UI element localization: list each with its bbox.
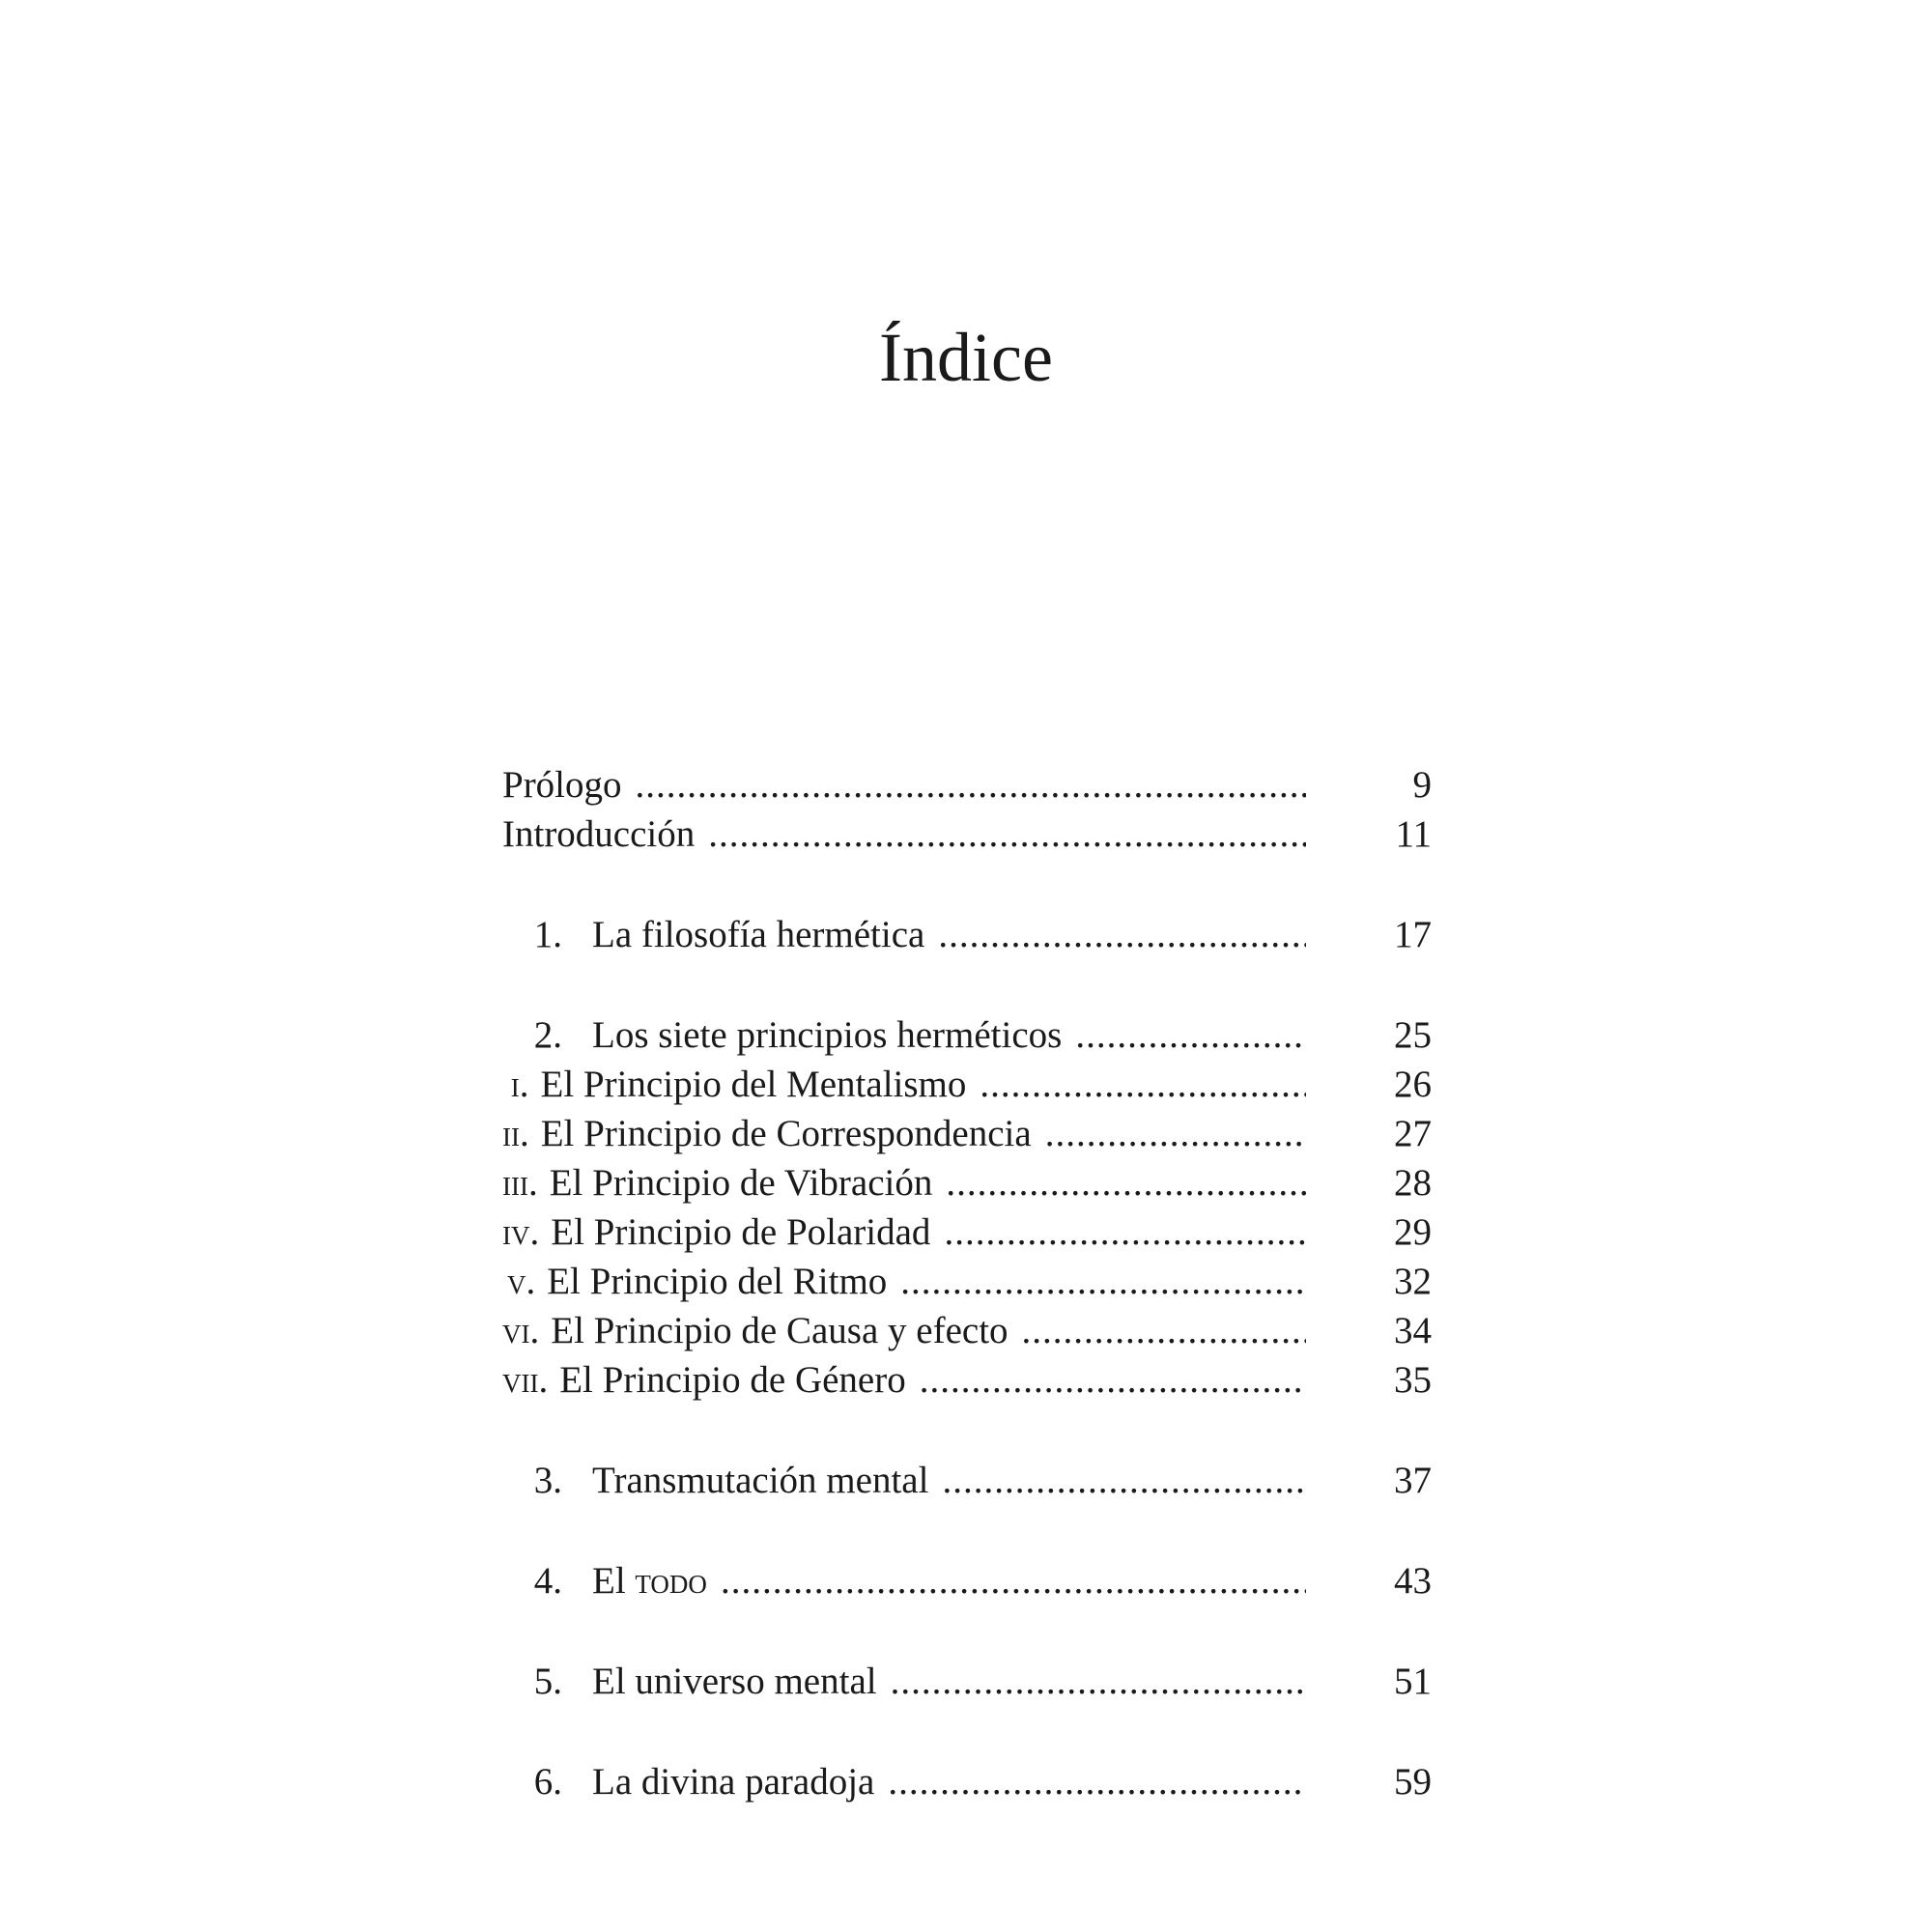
toc-leader-dots [1075, 1010, 1306, 1060]
toc-leader-dots [888, 1757, 1306, 1806]
toc-leader-dots [900, 1257, 1306, 1306]
toc-subentry-vibracion[interactable] [502, 1158, 1432, 1208]
toc-entry-label: Prólogo [502, 760, 636, 810]
toc-leader-dots [636, 760, 1306, 810]
toc-subentry-mentalismo[interactable] [502, 1060, 1432, 1109]
toc-chapter-number: 4. [533, 1560, 562, 1602]
toc-roman-numeral: vi. [502, 1310, 540, 1351]
toc-entry-label: Introducción [502, 810, 708, 859]
toc-roman-numeral: iii. [502, 1162, 538, 1204]
toc-page-number: 25 [1394, 1014, 1432, 1056]
toc-entry-label: El Principio del Ritmo [547, 1257, 900, 1306]
toc-subentry-correspondencia[interactable] [502, 1109, 1432, 1158]
toc-leader-dots [980, 1060, 1306, 1109]
toc-entry-chapter-6[interactable] [502, 1757, 1432, 1806]
toc-entry-chapter-1[interactable] [502, 910, 1432, 959]
toc-entry-label: El Principio de Vibración [550, 1158, 947, 1208]
toc-chapter-number: 2. [533, 1014, 562, 1056]
toc-entry-label: El Principio de Polaridad [551, 1208, 944, 1257]
toc-page-number: 28 [1394, 1162, 1432, 1204]
toc-page-number: 9 [1412, 764, 1432, 806]
toc-chapter-number: 3. [533, 1460, 562, 1501]
page-title: Índice [879, 319, 1053, 396]
toc-page-number: 32 [1394, 1261, 1432, 1302]
toc-page-number: 17 [1394, 914, 1432, 955]
toc-entry-label: Transmutación mental [592, 1456, 942, 1505]
toc-entry-introduccion[interactable] [502, 810, 1432, 859]
toc-page-number: 43 [1394, 1560, 1432, 1602]
toc-page-number: 26 [1394, 1064, 1432, 1105]
table-of-contents [502, 760, 1432, 1806]
toc-page-number: 11 [1395, 813, 1432, 855]
toc-leader-dots [946, 1158, 1306, 1208]
toc-subentry-polaridad[interactable] [502, 1208, 1432, 1257]
toc-chapter-number: 1. [533, 914, 562, 955]
toc-chapter-number: 6. [533, 1761, 562, 1803]
toc-entry-chapter-2[interactable] [502, 1010, 1432, 1060]
toc-leader-dots [920, 1355, 1306, 1405]
toc-leader-dots [942, 1456, 1306, 1505]
toc-entry-label: El universo mental [592, 1657, 891, 1706]
toc-roman-numeral: vii. [502, 1359, 549, 1401]
toc-subentry-causa-efecto[interactable] [502, 1306, 1432, 1355]
toc-entry-label: La filosofía hermética [592, 910, 938, 959]
toc-chapter-number: 5. [533, 1661, 562, 1702]
toc-page-number: 27 [1394, 1113, 1432, 1154]
toc-entry-chapter-5[interactable] [502, 1657, 1432, 1706]
toc-entry-label: El Principio de Correspondencia [541, 1109, 1045, 1158]
toc-leader-dots [944, 1208, 1306, 1257]
toc-roman-numeral: i. [510, 1064, 529, 1105]
toc-entry-label [592, 1556, 721, 1605]
toc-page-number: 34 [1394, 1310, 1432, 1351]
toc-entry-label: El Principio de Género [559, 1355, 919, 1405]
toc-entry-chapter-4[interactable] [502, 1556, 1432, 1605]
toc-entry-label: El Principio de Causa y efecto [551, 1306, 1021, 1355]
toc-leader-dots [1022, 1306, 1306, 1355]
toc-leader-dots [721, 1556, 1306, 1605]
toc-page-number: 59 [1394, 1761, 1432, 1803]
toc-page-number: 37 [1394, 1460, 1432, 1501]
toc-entry-label-smallcaps: todo [635, 1560, 707, 1602]
toc-roman-numeral: v. [506, 1261, 536, 1302]
toc-entry-label-prefix: El [592, 1560, 626, 1602]
toc-entry-chapter-3[interactable] [502, 1456, 1432, 1505]
toc-page-number: 35 [1394, 1359, 1432, 1401]
toc-leader-dots [1045, 1109, 1306, 1158]
toc-roman-numeral: ii. [502, 1113, 529, 1154]
toc-leader-dots [891, 1657, 1306, 1706]
toc-entry-label: El Principio del Mentalismo [541, 1060, 980, 1109]
toc-entry-prologo[interactable] [502, 760, 1432, 810]
toc-roman-numeral: iv. [502, 1211, 540, 1253]
toc-leader-dots [938, 910, 1306, 959]
toc-page-number: 29 [1394, 1211, 1432, 1253]
toc-entry-label: Los siete principios herméticos [592, 1010, 1075, 1060]
toc-subentry-ritmo[interactable] [502, 1257, 1432, 1306]
toc-subentry-genero[interactable] [502, 1355, 1432, 1405]
toc-leader-dots [708, 810, 1306, 859]
toc-entry-label: La divina paradoja [592, 1757, 888, 1806]
toc-page-number: 51 [1394, 1661, 1432, 1702]
